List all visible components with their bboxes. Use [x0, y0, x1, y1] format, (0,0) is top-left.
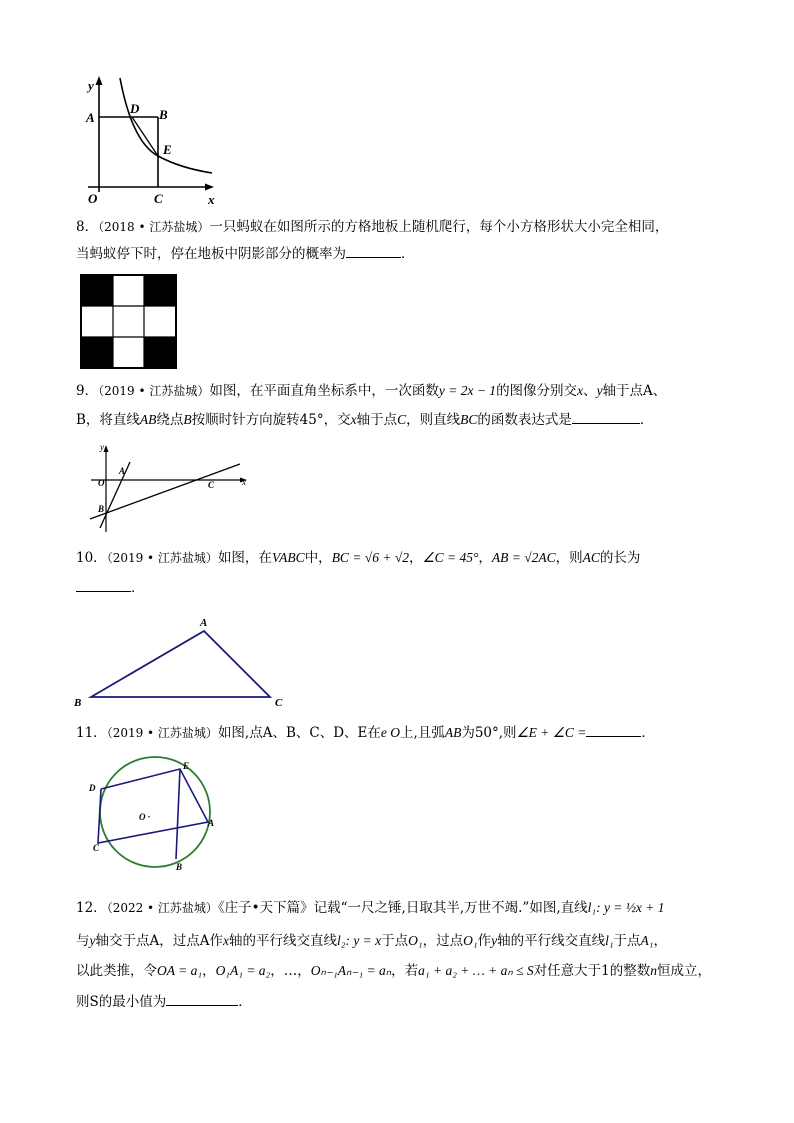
q8-line1: [76, 217, 668, 237]
q8-line2: 当蚂蚁停下时，停在地板中阴影部分的概率为 ．: [76, 246, 415, 262]
svg-text:A: A: [200, 617, 208, 629]
q10-line1: 10．（2019 • 江苏盐城）如图，在VABC中，BC = √6 + √2，∠C = 45°，AB = √2AC，则AC的长为: [76, 550, 641, 566]
svg-text:C: C: [208, 480, 215, 490]
svg-text:B: B: [176, 862, 183, 872]
fig7-y: y: [88, 78, 94, 93]
circle-figure: [84, 752, 244, 874]
svg-text:O: O: [98, 478, 105, 488]
svg-text:A: A: [119, 466, 126, 476]
q10-answer-blank: [76, 579, 131, 592]
fig7-E: E: [163, 142, 172, 157]
svg-text:B: B: [98, 504, 105, 514]
q8-number: 8．: [76, 219, 99, 235]
svg-text:y: y: [100, 442, 104, 452]
q11-answer-blank: [586, 724, 641, 737]
triangle-figure: [72, 612, 292, 712]
q8-source: （2018 • 江苏盐城）: [98, 220, 210, 234]
fig7-B: B: [159, 107, 168, 122]
fig7-D: D: [130, 101, 140, 116]
fig7-A: A: [86, 110, 95, 125]
fig7-x: x: [208, 192, 215, 207]
fig7-O: O: [88, 191, 98, 206]
q12-answer-blank: [166, 993, 238, 1006]
svg-text:D: D: [89, 783, 96, 793]
q12-line4: 则S的最小值为 ．: [76, 994, 252, 1010]
q8-text2: 当蚂蚁停下时，停在地板中阴影部分的概率为: [76, 246, 346, 262]
q12-line1: 12．（2022 • 江苏盐城）《庄子•天下篇》记载“一尺之锤,日取其半,万世不竭.”如图,直线l₁: y = ½x + 1: [76, 900, 665, 916]
svg-text:O ·: O ·: [139, 812, 150, 822]
checkerboard-figure: [81, 275, 176, 368]
q9-line1: 9．（2019 • 江苏盐城）如图，在平面直角坐标系中，一次函数y = 2x − 1的图像分别交x、y轴于点A、: [76, 383, 667, 399]
q8-answer-blank: [346, 245, 401, 258]
q10-line2: ．: [76, 578, 145, 598]
q9-function: y = 2x − 1: [438, 383, 497, 398]
q8-text1: 一只蚂蚁在如图所示的方格地板上随机爬行，每个小方格形状大小完全相同，: [209, 219, 669, 235]
q12-line3: 以此类推，令OA = a₁，O₁A₁ = a₂，…，Oₙ₋₁Aₙ₋₁ = aₙ，若a₁ + a₂ + … + aₙ ≤ S对任意大于1的整数n恒成立，: [76, 963, 711, 979]
q11-line1: 11．（2019 • 江苏盐城）如图,点A、B、C、D、E在e O上,且弧AB为50°,则∠E + ∠C = ．: [76, 725, 655, 741]
line-rotation-figure: [86, 440, 256, 535]
svg-text:x: x: [242, 477, 246, 487]
svg-text:E: E: [183, 761, 190, 771]
svg-text:B: B: [74, 697, 82, 709]
q9-answer-blank: [572, 411, 640, 424]
svg-text:C: C: [275, 697, 283, 709]
svg-text:A: A: [208, 818, 215, 828]
q9-line2: B，将直线AB绕点B按顺时针方向旋转45°，交x轴于点C，则直线BC的函数表达式是 ．: [76, 412, 654, 428]
q12-line2: 与y轴交于点A，过点A作x轴的平行线交直线l₂: y = x于点O₁，过点O₁作y轴的平行线交直线l₁于点A₁，: [76, 933, 667, 949]
fig7-C: C: [154, 191, 163, 206]
svg-text:C: C: [93, 843, 100, 853]
hyperbola-figure: [80, 72, 220, 207]
